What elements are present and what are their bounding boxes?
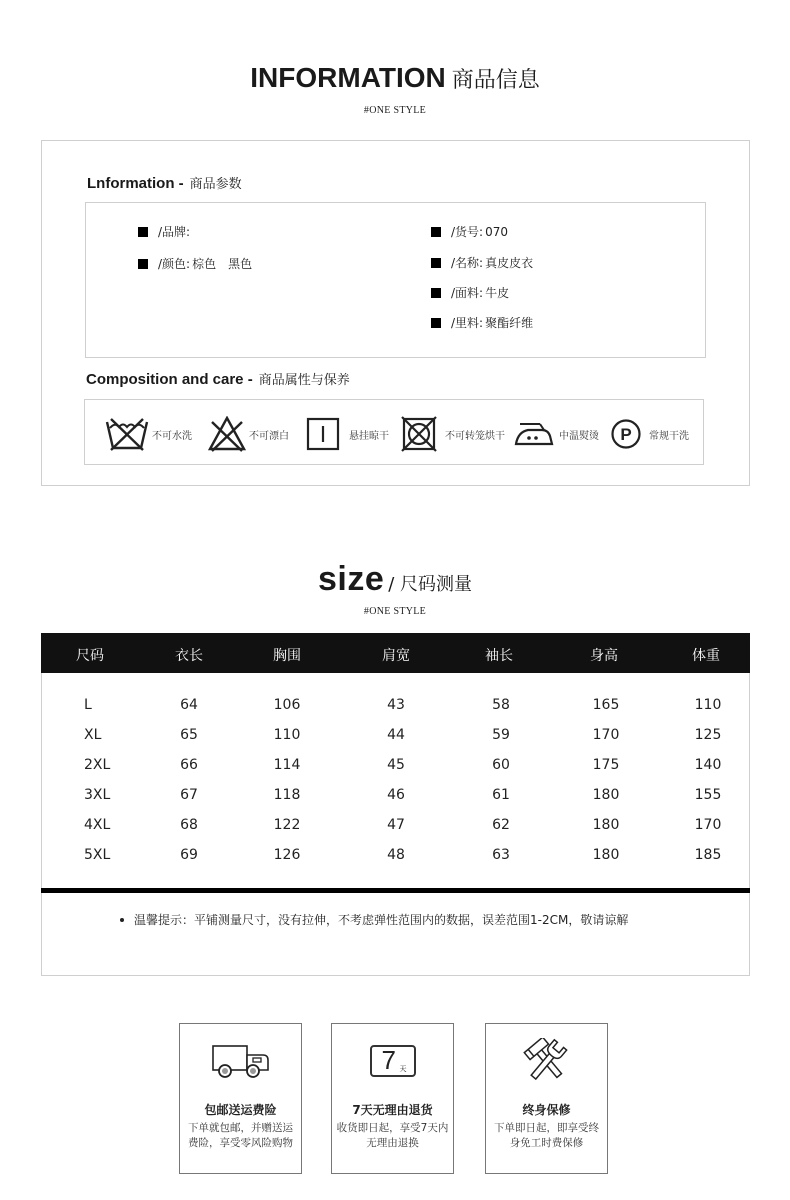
cell-sleeve: 63 <box>492 847 510 863</box>
table-bottom-rule <box>41 888 750 893</box>
size-title-en: size <box>317 560 385 598</box>
param-key: /货号: <box>451 225 484 239</box>
params-label-en: Lnformation - <box>87 175 184 192</box>
param-color <box>138 255 252 272</box>
cell-sleeve: 58 <box>492 697 510 713</box>
header-chest: 胸围 <box>273 648 301 664</box>
bullet-square-icon <box>431 227 441 237</box>
param-value: 真皮皮衣 <box>485 256 534 270</box>
care-item-dry-clean <box>610 415 689 453</box>
cell-chest: 126 <box>273 847 301 863</box>
care-label-en: Composition and care - <box>86 371 253 388</box>
cell-chest: 114 <box>273 757 301 773</box>
cell-sleeve: 59 <box>492 727 510 743</box>
truck-icon <box>211 1043 271 1079</box>
param-value: 牛皮 <box>485 286 510 300</box>
care-label: 不可水洗 <box>152 430 192 442</box>
tools-icon <box>521 1038 573 1084</box>
measurement-note-text: 温馨提示：平铺测量尺寸，没有拉伸，不考虑弹性范围内的数据，误差范围1-2CM，敬请谅解 <box>134 913 629 927</box>
bullet-square-icon <box>431 318 441 328</box>
param-key: /品牌: <box>158 225 191 239</box>
care-item-no-tumble-dry <box>401 415 505 453</box>
cell-length: 68 <box>180 817 198 833</box>
care-item-no-wash <box>105 415 192 453</box>
information-title-en: INFORMATION <box>250 62 446 93</box>
no-bleach-icon <box>208 416 246 452</box>
seven-day-number: 7 <box>381 1045 396 1075</box>
cell-length: 69 <box>180 847 198 863</box>
cell-chest: 118 <box>273 787 301 803</box>
service-card-lifetime-warranty <box>485 1023 608 1174</box>
cell-chest: 106 <box>273 697 301 713</box>
service-desc: 下单即日起，即享受终身免工时费保修 <box>494 1122 599 1149</box>
cell-length: 64 <box>180 697 198 713</box>
cell-height: 175 <box>592 757 620 773</box>
bullet-square-icon <box>431 258 441 268</box>
cell-height: 165 <box>592 697 620 713</box>
line-dry-icon <box>306 417 340 451</box>
cell-size: 5XL <box>84 847 111 863</box>
cell-size: 2XL <box>84 757 111 773</box>
service-title: 7天无理由退货 <box>352 1103 433 1117</box>
cell-size: L <box>84 697 92 713</box>
params-label-cn: 商品参数 <box>189 177 242 192</box>
care-item-line-dry <box>306 415 389 453</box>
cell-weight: 110 <box>694 697 722 713</box>
care-item-no-bleach <box>208 415 289 453</box>
param-fabric <box>431 284 509 301</box>
param-key: /名称: <box>451 256 484 270</box>
cell-chest: 110 <box>273 727 301 743</box>
cell-weight: 125 <box>694 727 722 743</box>
param-value: 聚酯纤维 <box>485 316 534 330</box>
size-title <box>0 560 790 599</box>
dry-clean-p-icon <box>610 418 642 450</box>
param-value: 棕色 黑色 <box>192 257 253 271</box>
service-card-7-day-return <box>331 1023 454 1174</box>
seven-day-unit: 天 <box>399 1065 407 1073</box>
care-item-iron-medium <box>514 415 599 453</box>
cell-size: 3XL <box>84 787 111 803</box>
cell-weight: 155 <box>694 787 722 803</box>
cell-weight: 185 <box>694 847 722 863</box>
param-key: /颜色: <box>158 257 191 271</box>
information-title <box>0 62 790 94</box>
header-weight: 体重 <box>692 648 720 664</box>
no-wash-icon <box>105 416 149 452</box>
iron-medium-icon <box>514 420 554 448</box>
cell-weight: 140 <box>694 757 722 773</box>
cell-shoulder: 46 <box>387 787 405 803</box>
header-height: 身高 <box>590 648 618 664</box>
information-title-cn: 商品信息 <box>451 68 540 93</box>
care-label: 不可转笼烘干 <box>445 430 505 442</box>
param-item-number <box>431 223 508 240</box>
cell-height: 170 <box>592 727 620 743</box>
care-section-label <box>86 369 350 388</box>
svg-text:P: P <box>620 425 632 444</box>
header-length: 衣长 <box>175 648 203 664</box>
param-key: /里料: <box>451 316 484 330</box>
cell-length: 65 <box>180 727 198 743</box>
service-desc: 下单就包邮，并赠送运费险，享受零风险购物 <box>188 1122 293 1149</box>
param-brand <box>138 223 192 240</box>
cell-shoulder: 43 <box>387 697 405 713</box>
seven-day-icon <box>370 1045 416 1077</box>
cell-size: XL <box>84 727 102 743</box>
care-label: 中温熨烫 <box>559 430 599 442</box>
bullet-square-icon <box>138 227 148 237</box>
cell-height: 180 <box>592 847 620 863</box>
care-label-cn: 商品属性与保养 <box>258 373 350 388</box>
size-title-cn: / 尺码测量 <box>388 574 473 595</box>
param-key: /面料: <box>451 286 484 300</box>
cell-length: 66 <box>180 757 198 773</box>
param-lining <box>431 314 533 331</box>
param-value: 070 <box>485 224 508 239</box>
measurement-note <box>120 911 628 928</box>
size-tagline: #ONE STYLE <box>363 606 427 617</box>
information-tagline: #ONE STYLE <box>363 105 427 116</box>
cell-weight: 170 <box>694 817 722 833</box>
bullet-square-icon <box>138 259 148 269</box>
cell-sleeve: 60 <box>492 757 510 773</box>
cell-sleeve: 61 <box>492 787 510 803</box>
cell-sleeve: 62 <box>492 817 510 833</box>
cell-height: 180 <box>592 817 620 833</box>
bullet-square-icon <box>431 288 441 298</box>
no-tumble-dry-icon <box>401 416 437 452</box>
service-desc: 收货即日起，享受7天内无理由退换 <box>336 1122 449 1149</box>
care-label: 不可漂白 <box>249 430 289 442</box>
bullet-dot-icon <box>120 918 124 922</box>
care-label: 常规干洗 <box>649 430 689 442</box>
param-name <box>431 254 533 271</box>
cell-shoulder: 45 <box>387 757 405 773</box>
cell-shoulder: 47 <box>387 817 405 833</box>
cell-shoulder: 44 <box>387 727 405 743</box>
care-label: 悬挂晾干 <box>349 430 389 442</box>
cell-shoulder: 48 <box>387 847 405 863</box>
cell-length: 67 <box>180 787 198 803</box>
service-title: 终身保修 <box>522 1103 571 1117</box>
header-shoulder: 肩宽 <box>382 648 410 664</box>
cell-height: 180 <box>592 787 620 803</box>
cell-size: 4XL <box>84 817 111 833</box>
header-sleeve: 袖长 <box>485 648 513 664</box>
params-section-label <box>87 173 242 192</box>
header-size: 尺码 <box>76 648 104 664</box>
cell-chest: 122 <box>273 817 301 833</box>
service-card-free-shipping <box>179 1023 302 1174</box>
service-title: 包邮送运费险 <box>204 1103 277 1117</box>
